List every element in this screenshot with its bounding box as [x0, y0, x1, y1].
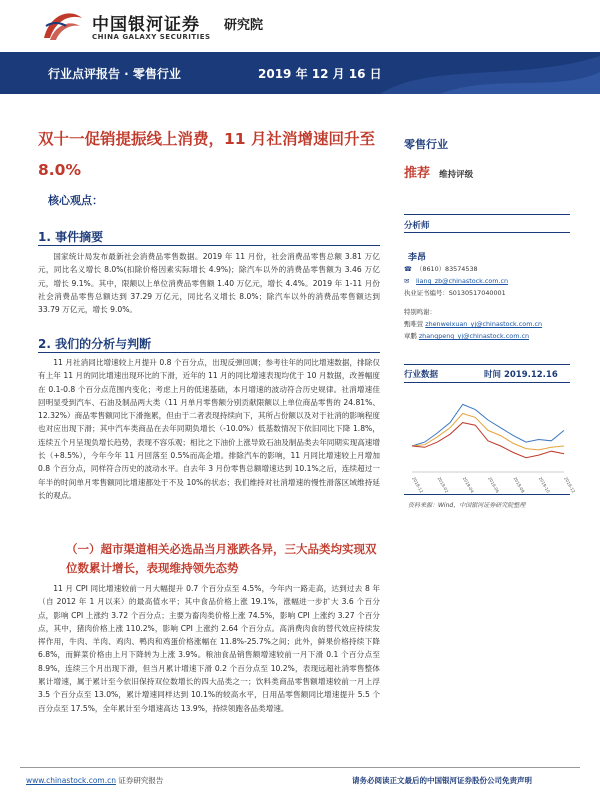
- market-data-time: 时间 2019.12.16: [484, 370, 558, 380]
- chart-series-line-2: [412, 414, 564, 450]
- report-title: 双十一促销提振线上消费，11 月社消增速回升至 8.0%: [38, 130, 375, 179]
- footer-divider: [20, 767, 580, 768]
- report-banner: [0, 52, 600, 94]
- analyst-name: 李昂: [408, 253, 427, 263]
- report-date: 2019 年 12 月 16 日: [258, 67, 382, 81]
- sidebar-divider: [404, 364, 570, 365]
- phone-icon: ☎: [404, 265, 412, 273]
- galaxy-logo-icon: [40, 8, 86, 44]
- x-tick-label: 2019-08: [512, 476, 526, 494]
- contact-name: 甄唯萱: [404, 320, 424, 328]
- sidebar-divider: [404, 382, 570, 383]
- subsection-heading: （一）超市渠道相关必选品当月涨跌各异，三大品类均实现双位数累计增长，表现维持领先态势: [66, 542, 377, 575]
- rating-block: [404, 162, 570, 181]
- chart-series-line-1: [412, 404, 564, 446]
- summary-paragraph: 国家统计局发布最新社会消费品零售数据。2019 年 11 月份，社会消费品零售总额 3.81 万亿元，同比名义增长 8.0%(扣除价格因素实际增长 4.9%)；除汽车以外的消费品零售额为 3.46 万亿元，增长 9.1%。其中，限额以上单位消费品零售额 1.40 万亿元，增长 4.4%。2019 年 1-11 月份社会消费品零售总额达到 37.29 万亿元，同比名义增长 8.0%；除汽车以外的消费品零售额达到 33.79 万亿元，增长 9.0%。: [38, 252, 380, 315]
- analyst-phone: ☎ （8610）83574538: [404, 265, 478, 273]
- section-divider: [38, 352, 380, 353]
- x-tick-label: 2019-12: [563, 476, 577, 494]
- contact-row: [404, 320, 542, 329]
- report-type: 行业点评报告 · 零售行业: [48, 67, 181, 81]
- analyst-email: [404, 277, 508, 286]
- contact-email-link[interactable]: zhangpeng_yj@chinastock.com.cn: [418, 332, 530, 340]
- x-tick-label: 2019-04: [461, 476, 475, 494]
- section-heading-summary: 1. 事件摘要: [38, 230, 104, 244]
- section-heading-analysis: 2. 我们的分析与判断: [38, 337, 152, 351]
- email-icon: ✉: [404, 277, 410, 285]
- rating-note: 维持评级: [439, 170, 474, 180]
- section-divider: [38, 245, 380, 246]
- website-link[interactable]: www.chinastock.com.cn: [26, 776, 116, 785]
- brand-logo: [40, 6, 340, 50]
- site-suffix: 证券研究报告: [115, 776, 164, 785]
- footer-disclaimer: 请务必阅读正文最后的中国银河证券股份公司免责声明: [352, 776, 532, 785]
- x-tick-label: 2018-12: [411, 476, 425, 494]
- analysis-paragraph: 11 月社消同比增速较上月提升 0.8 个百分点，出现反弹回调；参考往年的同比增速数据，排除仅有上年 11 月的同比增速出现环比的下滑，近年的 11 月的同比增速表现均优于 10 月数据，改善幅度在 0.1-0.8 个百分点范围内变化；考虑上月的低速基础，本月增速的波动符合历史规律。社消增速佳回明显受到汽车、石油及制品两大类（11 月单月零售额分别贡献限额以上单位商品零售的 24.81%、12.32%）商品零售额同比下滑拖累，但由于二者表现持续向下，其所占份额以及对于社消的影响程度也对应出现下滑；其中汽车类商品在去年同期负增长（-10.0%）低基数情况下依旧同比下降 1.8%，连续五个月呈现负增长趋势，表现不容乐观；相比之下油价上涨导致石油及制品类去年同期实现高速增长（+8.5%），今年今年 11 月回落至 0.5%而高企增。排除汽车的影响，11 月同比增速较上月增加 0.8 个百分点，同样符合历史的波动水平。自去年 3 月份零售总额增速达到 10.1%之后，连续超过一年半的时间单月零售额同比增速都处于不及 10%的状态；我们维持对社消增速的慢性滑落区域维持延长的观点。: [38, 358, 380, 500]
- rating-value: 推荐: [404, 166, 431, 181]
- contact-row: [404, 332, 529, 341]
- sidebar-divider: [404, 494, 570, 495]
- market-data-label: 行业数据: [404, 370, 439, 380]
- x-tick-label: 2019-06: [487, 476, 501, 494]
- chart-source: 资料来源：Wind，中国银河证券研究院整理: [408, 502, 526, 509]
- subsection-paragraph: 11 月 CPI 同比增速较前一月大幅提升 0.7 个百分点至 4.5%，今年内一路走高，达到过去 8 年（自 2012 年 1 月以来）的最高值水平；其中食品价格上涨 19.1%，涨幅进一步扩大 3.6 个百分点，影响 CPI 上涨约 3.72 个百分点；主要为畜肉类价格上涨 74.5%，影响 CPI 上涨约 3.27 个百分点，其中，猪肉价格上涨 110.2%，影响 CPI 上涨约 2.64 个百分点。高消费肉食的替代效应持续发挥作用，牛肉、羊肉、鸡肉、鸭肉和鸡蛋价格涨幅在 11.8%-25.7%之间；此外，鲜果价格持续下降 6.8%，而鲜菜价格由上月下降转为上涨 3.9%。粮油食品销售额增速较前一月下滑 0.1 个百分点至 8.9%，连续三个月出现下滑，但当月累计增速下滑 0.2 个百分点至 10.2%，表现远超社消零售整体累计增速，属于累计至今依旧保持双位数增长的四大品类之一；饮料类商品零售额增速较前一月上浮 3.5 个百分点至 13.0%，累计增速同样达到 10.1%的较高水平，日用品零售额同比增速提升 5.5 个百分点至 17.5%，全年累计至今增速高达 13.9%，持续领跑各品类增速。: [38, 584, 380, 713]
- analyst-label: 分析师: [404, 221, 430, 231]
- sidebar-divider: [404, 232, 570, 233]
- sidebar-industry: 零售行业: [404, 138, 448, 151]
- core-view-label: 核心观点：: [48, 194, 103, 207]
- contact-name: 章鹏: [404, 332, 417, 340]
- analyst-email-link[interactable]: liang_zb@chinastock.com.cn: [416, 277, 509, 285]
- footer-site: [26, 775, 163, 786]
- contact-email-link[interactable]: zhenweixuan_yj@chinastock.com.cn: [425, 320, 543, 328]
- institute-name: 研究院: [224, 18, 264, 33]
- x-tick-label: 2019-10: [537, 476, 551, 494]
- x-tick-label: 2019-02: [436, 476, 450, 494]
- brand-name-cn: 中国银河证券: [92, 15, 200, 35]
- brand-name-en: CHINA GALAXY SECURITIES: [92, 33, 211, 41]
- industry-index-chart: [408, 388, 577, 494]
- analyst-cert: 执业证书编号：S0130517040001: [404, 289, 506, 297]
- sidebar-divider: [404, 214, 570, 215]
- contacts-label: 特别鸣谢：: [404, 308, 436, 316]
